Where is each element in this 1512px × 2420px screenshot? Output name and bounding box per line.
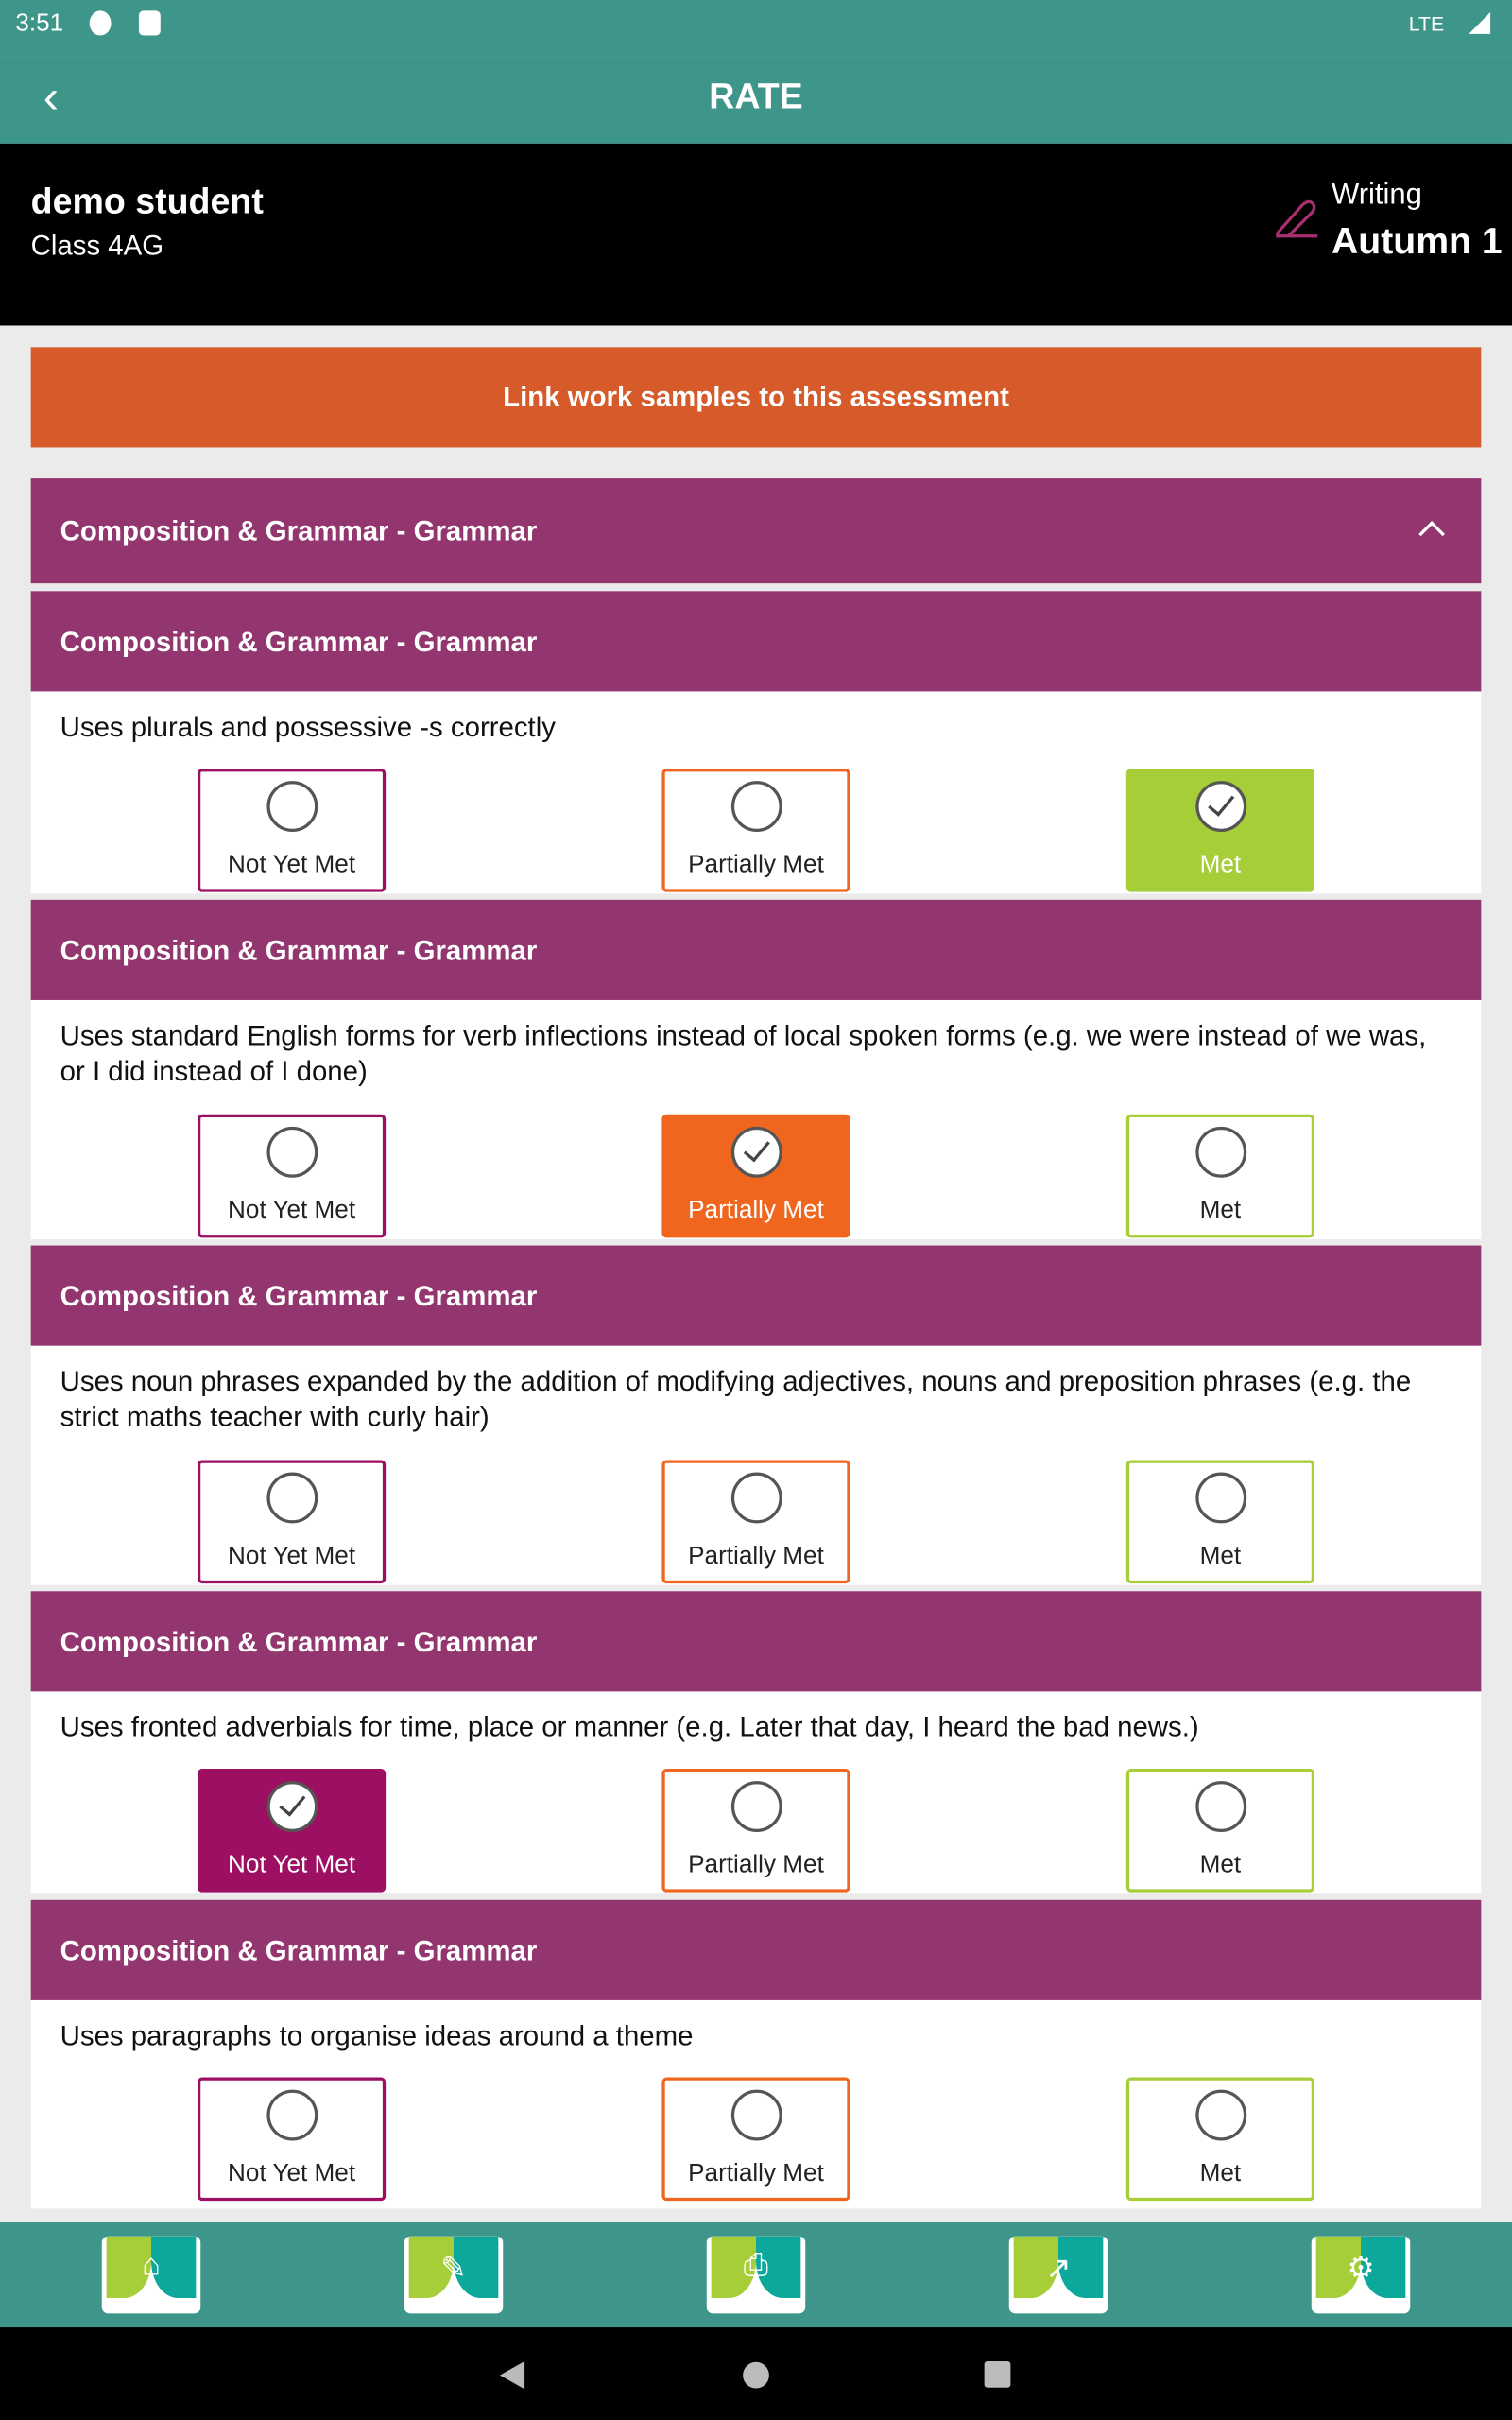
not-yet-met-button[interactable]	[198, 2078, 386, 2202]
met-button[interactable]	[1126, 769, 1314, 892]
radio-icon	[731, 781, 782, 832]
nav-home-button[interactable]	[102, 2237, 200, 2314]
section-title: Composition & Grammar - Grammar	[60, 515, 538, 546]
checked-radio-icon	[731, 1127, 782, 1178]
radio-icon	[266, 1127, 318, 1178]
radio-icon	[1195, 1127, 1246, 1178]
student-header	[0, 144, 1512, 326]
met-button[interactable]	[1126, 2078, 1314, 2202]
objective-category: Composition & Grammar - Grammar	[60, 935, 538, 967]
radio-icon	[1195, 1473, 1246, 1524]
option-label: Not Yet Met	[228, 2160, 356, 2187]
nav-gears-button[interactable]	[1312, 2237, 1410, 2314]
met-button[interactable]	[1126, 1115, 1314, 1238]
partially-met-button[interactable]	[662, 1115, 850, 1238]
partially-met-button[interactable]	[662, 2078, 850, 2202]
objective-category-header	[31, 1591, 1482, 1691]
section-header[interactable]	[31, 478, 1482, 583]
option-label: Partially Met	[688, 2160, 824, 2187]
student-name: demo student	[30, 181, 264, 221]
nav-pencil-button[interactable]	[404, 2237, 503, 2314]
objective-text: Uses standard English forms for verb inflections instead of local spoken forms (e.g. we were instead of we was, or I did instead of I done)	[60, 1020, 1427, 1087]
rating-options	[31, 2078, 1482, 2202]
status-time: 3:51	[15, 10, 64, 38]
option-label: Partially Met	[688, 1543, 824, 1570]
objective-text: Uses noun phrases expanded by the addition of modifying adjectives, nouns and preposition phrases (e.g. the strict maths teacher with curly hair)	[60, 1365, 1412, 1433]
objective-text: Uses paragraphs to organise ideas around a theme	[60, 2020, 694, 2051]
gears-icon: ⚙	[1347, 2252, 1375, 2286]
app-bar	[0, 57, 1512, 143]
back-button[interactable]: ‹	[43, 72, 60, 124]
not-yet-met-button[interactable]	[198, 1769, 386, 1893]
status-bar	[0, 0, 1512, 57]
radio-icon	[731, 1473, 782, 1524]
chevron-up-icon[interactable]	[1418, 521, 1445, 547]
radio-icon	[266, 781, 318, 832]
partially-met-button[interactable]	[662, 1460, 850, 1583]
rating-options	[31, 1460, 1482, 1583]
option-label: Met	[1199, 1852, 1242, 1878]
option-label: Met	[1199, 852, 1242, 878]
option-label: Not Yet Met	[228, 1543, 356, 1570]
not-yet-met-button[interactable]	[198, 769, 386, 892]
nav-camera-add-button[interactable]	[707, 2237, 805, 2314]
objective-text: Uses plurals and possessive -s correctly	[60, 711, 556, 743]
student-class: Class 4AG	[30, 230, 164, 261]
objective-card	[31, 1900, 1482, 2209]
objective-text: Uses fronted adverbials for time, place or manner (e.g. Later that day, I heard the bad news.)	[60, 1711, 1199, 1743]
checked-radio-icon	[1195, 781, 1246, 832]
objective-card	[31, 1246, 1482, 1585]
camera-add-icon: ⎙	[743, 2248, 769, 2283]
objective-category-header	[31, 900, 1482, 1000]
home-icon: ⌂	[142, 2248, 161, 2283]
radio-icon	[731, 1781, 782, 1832]
met-button[interactable]	[1126, 1460, 1314, 1583]
option-label: Met	[1199, 2160, 1242, 2187]
checkmark-icon	[279, 1789, 305, 1816]
objective-category-header	[31, 1246, 1482, 1346]
not-yet-met-button[interactable]	[198, 1460, 386, 1583]
recents-square-icon[interactable]	[983, 2360, 1014, 2391]
term-label: Autumn 1	[1331, 220, 1503, 263]
objective-category: Composition & Grammar - Grammar	[60, 1935, 538, 1966]
home-circle-icon[interactable]	[741, 2360, 772, 2391]
objective-category: Composition & Grammar - Grammar	[60, 626, 538, 658]
option-label: Met	[1199, 1197, 1242, 1224]
option-label: Met	[1199, 1543, 1242, 1570]
sd-card-icon	[139, 10, 161, 35]
objective-category-header	[31, 1900, 1482, 2000]
network-label: LTE	[1408, 12, 1445, 36]
bottom-nav	[0, 2222, 1512, 2327]
pencil-icon	[1275, 196, 1321, 239]
met-button[interactable]	[1126, 1769, 1314, 1893]
subject-label: Writing	[1331, 179, 1422, 212]
option-label: Not Yet Met	[228, 1197, 356, 1224]
objective-card	[31, 900, 1482, 1239]
option-label: Partially Met	[688, 1197, 824, 1224]
partially-met-button[interactable]	[662, 1769, 850, 1893]
partially-met-button[interactable]	[662, 769, 850, 892]
chart-icon: ↗	[1045, 2252, 1072, 2286]
checkmark-icon	[1208, 788, 1234, 816]
option-label: Partially Met	[688, 1852, 824, 1878]
checked-radio-icon	[266, 1781, 318, 1832]
link-work-samples-button[interactable]: Link work samples to this assessment	[31, 347, 1482, 447]
option-label: Partially Met	[688, 852, 824, 878]
radio-icon	[1195, 1781, 1246, 1832]
checkmark-icon	[744, 1134, 770, 1162]
not-yet-met-button[interactable]	[198, 1115, 386, 1238]
system-nav-bar	[0, 2327, 1512, 2420]
rating-options	[31, 769, 1482, 892]
option-label: Not Yet Met	[228, 852, 356, 878]
app-notification-icon	[90, 10, 112, 35]
objective-category-header	[31, 591, 1482, 691]
objective-card	[31, 591, 1482, 893]
back-triangle-icon[interactable]	[497, 2360, 528, 2391]
radio-icon	[266, 1473, 318, 1524]
radio-icon	[1195, 2090, 1246, 2141]
rating-options	[31, 1115, 1482, 1238]
nav-chart-button[interactable]	[1009, 2237, 1108, 2314]
rating-options	[31, 1769, 1482, 1893]
page-title: RATE	[709, 75, 803, 116]
objective-category: Composition & Grammar - Grammar	[60, 1281, 538, 1312]
radio-icon	[731, 2090, 782, 2141]
objective-category: Composition & Grammar - Grammar	[60, 1626, 538, 1658]
objective-card	[31, 1591, 1482, 1893]
signal-icon	[1469, 12, 1490, 34]
radio-icon	[266, 2090, 318, 2141]
option-label: Not Yet Met	[228, 1852, 356, 1878]
pencil-icon: ✎	[440, 2252, 467, 2286]
